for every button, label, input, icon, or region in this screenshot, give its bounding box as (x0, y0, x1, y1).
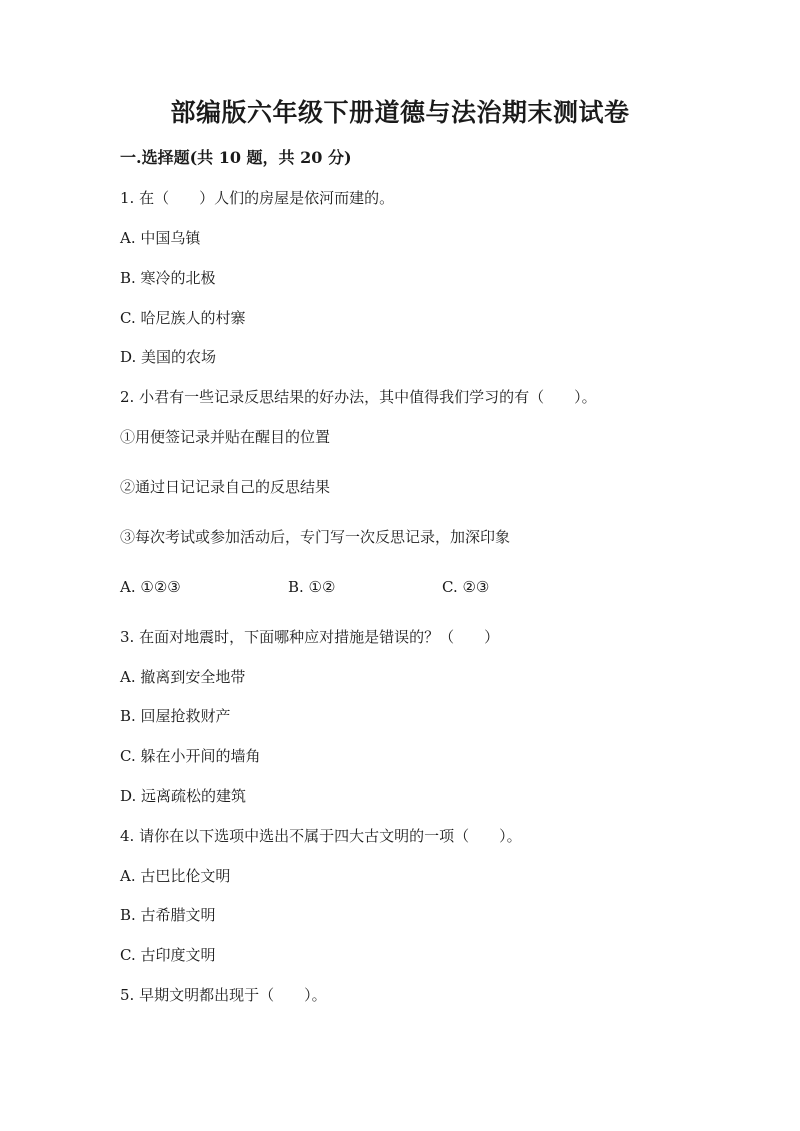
exam-title: 部编版六年级下册道德与法治期末测试卷 (170, 98, 630, 127)
section-heading: 一.选择题(共 10 题，共 20 分) (120, 148, 352, 167)
question-1-option-b: B. 寒冷的北极 (120, 269, 216, 287)
question-3-stem: 3. 在面对地震时，下面哪种应对措施是错误的？（ ） (120, 628, 500, 646)
question-4-option-a: A. 古巴比伦文明 (120, 867, 231, 885)
question-4-option-c: C. 古印度文明 (120, 946, 216, 964)
question-4-stem: 4. 请你在以下选项中选出不属于四大古文明的一项（ ）。 (120, 827, 522, 845)
question-2-statement-3: ③每次考试或参加活动后，专门写一次反思记录，加深印象 (120, 528, 511, 546)
question-1-option-a: A. 中国乌镇 (120, 229, 201, 247)
question-2-option-a: A. ①②③ (120, 578, 181, 596)
question-1-stem: 1. 在（ ）人们的房屋是依河而建的。 (120, 189, 395, 207)
question-1-option-d: D. 美国的农场 (120, 348, 217, 366)
question-1-option-c: C. 哈尼族人的村寨 (120, 309, 246, 327)
question-3-option-c: C. 躲在小开间的墙角 (120, 747, 261, 765)
question-5-stem: 5. 早期文明都出现于（ ）。 (120, 986, 327, 1004)
question-3-option-d: D. 远离疏松的建筑 (120, 787, 247, 805)
question-3-option-a: A. 撤离到安全地带 (120, 668, 246, 686)
question-2-option-b: B. ①② (288, 578, 336, 596)
question-2-statement-2: ②通过日记记录自己的反思结果 (120, 478, 331, 496)
question-4-option-b: B. 古希腊文明 (120, 906, 216, 924)
question-2-options-row (120, 577, 680, 597)
question-2-statement-1: ①用便签记录并贴在醒目的位置 (120, 428, 331, 446)
question-2-option-c: C. ②③ (442, 578, 490, 596)
question-2-stem: 2. 小君有一些记录反思结果的好办法，其中值得我们学习的有（ ）。 (120, 388, 597, 406)
question-3-option-b: B. 回屋抢救财产 (120, 707, 231, 725)
